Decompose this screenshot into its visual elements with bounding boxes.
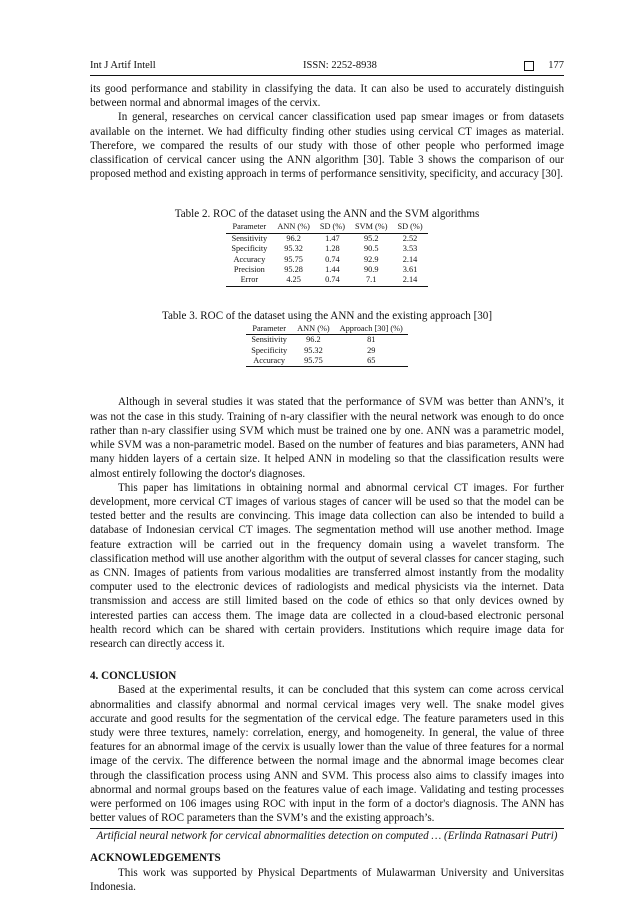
table-cell: Specificity — [231, 244, 268, 254]
table-3 — [90, 309, 564, 368]
paragraph-acknowledgements: This work was supported by Physical Departments of Mulawarman University and Universitas Indonesia. — [90, 866, 564, 893]
table-cell: 29 — [367, 345, 376, 355]
paragraph-conclusion: Based at the experimental results, it can be concluded that this system can come across cervical abnormalities and classify abnormal and normal cervical images very well. The snake model gives accurate and good results for the segmentation of the cervical edge. The feature parameters used in this study were three textures, namely: correlation, energy, and homogeneity. In general, the value of three features for an abnormal image of the cervix is usually lower than the value of three features for a normal image of the cervix. The difference between the normal image and the abnormal image becomes clear through the classification process using ANN and SVM. This process also aims to classify images into abnormal and normal groups based on the features value of each image. Validating and testing processes were performed on 106 images using ROC with input in the form of a doctor's diagnosis. The ANN has better values of ROC parameters than the SVM’s and the existing approach’s. — [90, 684, 564, 825]
section-heading-conclusion: 4. CONCLUSION — [90, 670, 177, 683]
table-cell: 96.2 — [306, 335, 321, 345]
table-row — [226, 265, 427, 275]
table-header-cell: ANN (%) — [292, 324, 335, 335]
table-cell: 95.75 — [284, 254, 303, 264]
section-heading-acknowledgements: ACKNOWLEDGEMENTS — [90, 852, 221, 865]
table-3-grid — [246, 324, 408, 368]
table-cell: Specificity — [251, 345, 288, 355]
table-row — [226, 275, 427, 286]
table-header-cell: Parameter — [226, 222, 272, 233]
paragraph-continued: its good performance and stability in classifying the data. It can also be used to accurately distinguish between normal and abnormal images of the cervix. — [90, 83, 564, 110]
table-cell: 81 — [367, 335, 376, 345]
running-footer: Artificial neural network for cervical abnormalities detection on computed … (Erlinda Ratnasari Putri) — [96, 830, 558, 842]
table-cell: Precision — [233, 265, 265, 275]
table-cell: 90.5 — [363, 244, 379, 254]
paragraph-limitations: This paper has limitations in obtaining normal and abnormal cervical CT images. For further development, more cervical CT images of various stages of cancer will be used so that the model can be tested better and the results are convincing. This image data collection can also be intended to build a database of Indonesian cervical CT images. The segmentation method will use another method. Image feature extraction will be carried out in the frequency domain using a wavelet transform. The classification method will use another algorithm with the output of several classes for cancer staging, such as CNN. Images of patients from various modalities are transferred almost instantly from the modality computer used to the electronic devices of radiologists and medical physicists via the internet. Data transmission and access are still limited based on the code of ethics so that only devices owned by interested parties can access them. The image data are collected in a cloud-based electronic personal health record which can be shared with certain providers. Institutions which require image data for research can directly access it. — [90, 481, 564, 650]
issn: ISSN: 2252-8938 — [303, 60, 377, 71]
table-header-cell: Approach [30] (%) — [335, 324, 408, 335]
table-cell: 92.9 — [363, 254, 379, 264]
table-header-cell: Parameter — [246, 324, 292, 335]
page-number-group — [524, 60, 564, 71]
table-2-caption: Table 2. ROC of the dataset using the ANN and the SVM algorithms — [174, 208, 480, 221]
table-cell: 1.47 — [325, 233, 340, 243]
table-header-cell: ANN (%) — [272, 222, 315, 233]
header-divider — [90, 75, 564, 76]
page-body — [90, 82, 564, 894]
table-cell: 2.52 — [402, 233, 418, 243]
table-row — [246, 356, 408, 367]
table-cell: Sensitivity — [231, 233, 268, 243]
table-header-cell: SD (%) — [392, 222, 427, 233]
table-3-caption: Table 3. ROC of the dataset using the ANN and the existing approach [30] — [161, 309, 493, 322]
table-cell: 95.75 — [292, 356, 335, 367]
table-cell: 1.28 — [325, 244, 340, 254]
paragraph-comparison: In general, researches on cervical cancer classification used pap smear images or from datasets available on the internet. We had difficulty finding other studies using cervical CT images as material. Therefore, we compared the results of our study with those of other people who performed image classification of cervical cancer using the ANN algorithm [30]. Table 3 shows the comparison of our proposed method and existing approach in terms of performance sensitivity, specificity, and accuracy [30]. — [90, 111, 564, 181]
table-cell: 65 — [335, 356, 408, 367]
table-row — [246, 346, 408, 356]
table-cell: 1.44 — [325, 265, 340, 275]
running-header — [90, 60, 564, 71]
table-cell: 95.2 — [363, 233, 379, 243]
table-cell: 7.1 — [350, 275, 393, 286]
table-row — [226, 244, 427, 254]
table-header-cell: SD (%) — [315, 222, 350, 233]
journal-name: Int J Artif Intell — [90, 60, 156, 71]
table-cell: 0.74 — [325, 254, 340, 264]
table-cell: 95.32 — [304, 345, 323, 355]
table-cell: 4.25 — [272, 275, 315, 286]
table-cell: 95.28 — [284, 265, 303, 275]
table-cell: Sensitivity — [251, 335, 287, 345]
table-cell: 3.53 — [402, 244, 418, 254]
table-row — [226, 233, 427, 244]
table-2-grid — [226, 222, 427, 286]
table-row — [246, 335, 408, 346]
footer-divider — [90, 828, 564, 829]
page-number: 177 — [548, 60, 564, 71]
table-cell: 95.32 — [284, 244, 303, 254]
table-cell: Error — [226, 275, 272, 286]
table-2 — [90, 207, 564, 286]
table-cell: 96.2 — [286, 233, 301, 243]
table-cell: Accuracy — [233, 254, 266, 264]
paragraph-discussion: Although in several studies it was stated that the performance of SVM was better than ANN’s, it was not the case in this study. Training of n-ary classifier with the neural network was enough to do once rather than n-ary classifier using SVM which must be trained one by one. ANN was a parametric model, while SVM was a non-parametric model. Based on the number of features and bias parameters, ANN had many hidden layers of a certain size. It helped ANN in modeling so that the classification results were almost entirely following the doctor's diagnoses. — [90, 396, 564, 480]
checkbox-square-icon — [524, 61, 534, 71]
table-header-cell: SVM (%) — [350, 222, 393, 233]
table-cell: 2.14 — [402, 254, 418, 264]
table-cell: 0.74 — [315, 275, 350, 286]
table-cell: 2.14 — [392, 275, 427, 286]
table-cell: Accuracy — [246, 356, 292, 367]
table-row — [226, 255, 427, 265]
table-cell: 3.61 — [402, 265, 418, 275]
table-cell: 90.9 — [363, 265, 379, 275]
